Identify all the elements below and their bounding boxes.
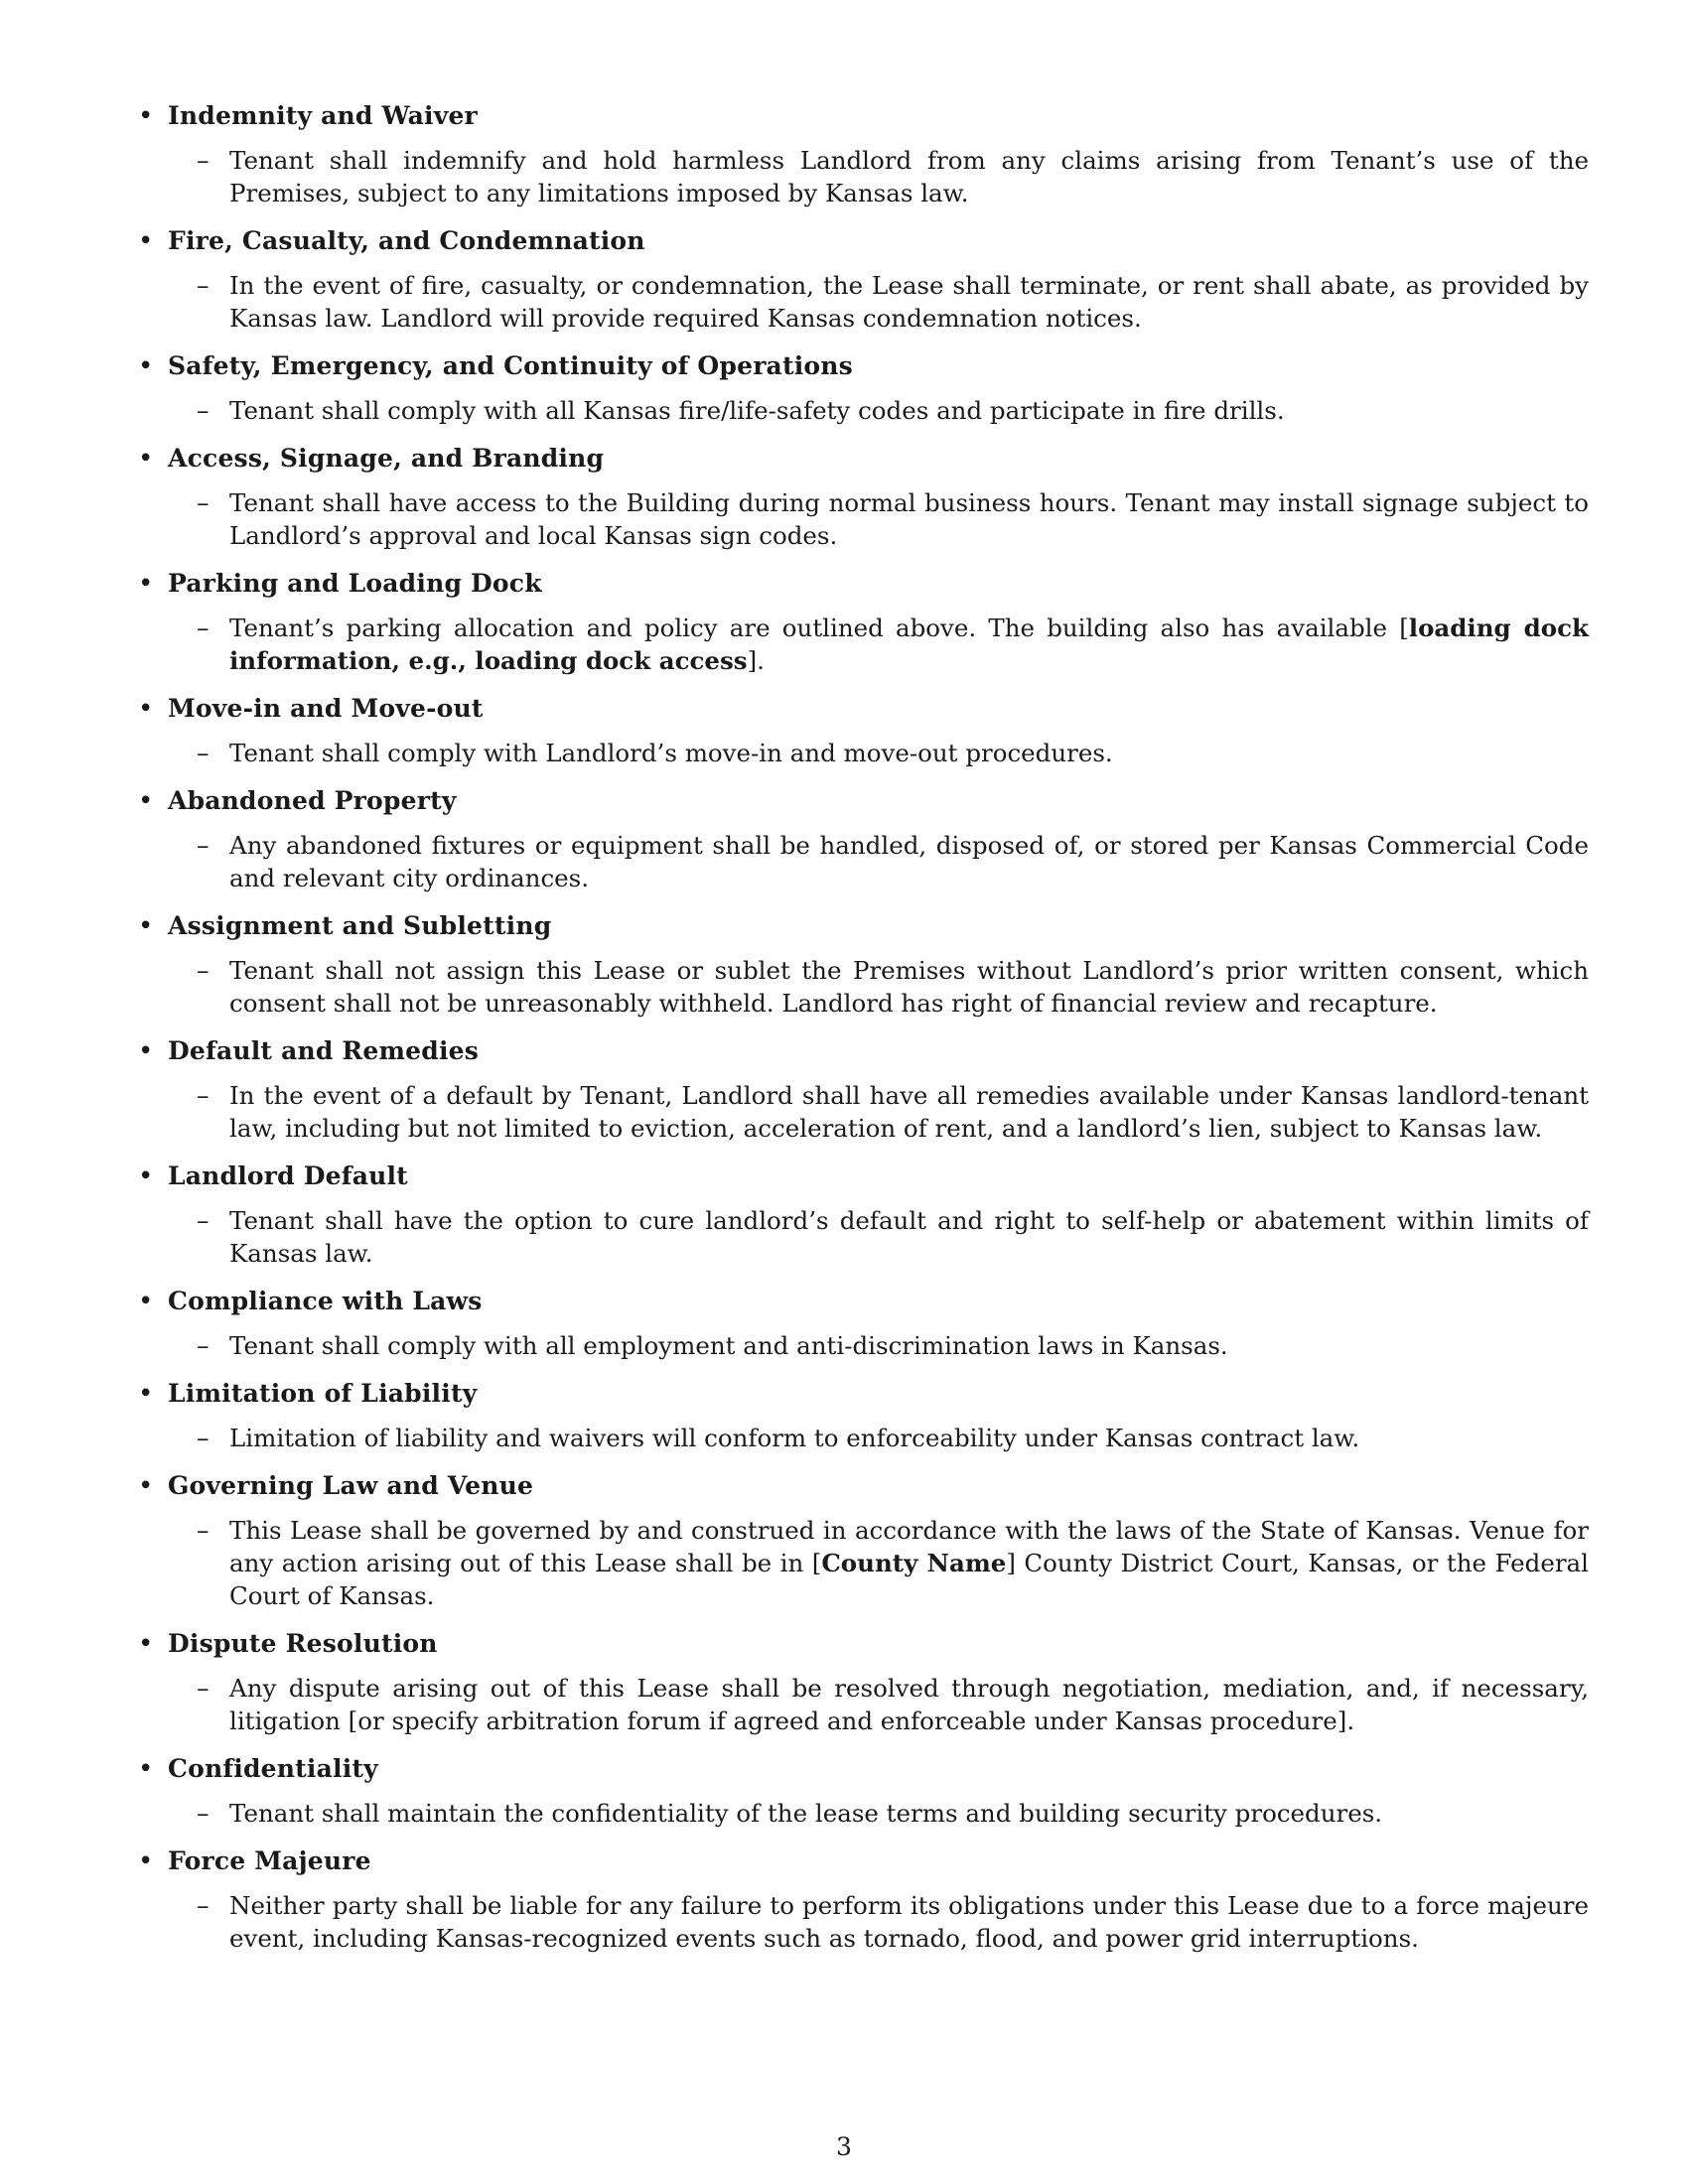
dash-icon: – — [197, 1891, 210, 1920]
section-parking-loading-dock — [134, 565, 1589, 677]
section-confidentiality — [134, 1750, 1589, 1830]
section-subitem — [168, 1514, 1589, 1612]
section-heading: Governing Law and Venue — [168, 1471, 534, 1500]
dash-icon: – — [197, 739, 210, 767]
section-compliance-with-laws — [134, 1283, 1589, 1362]
section-heading: Dispute Resolution — [168, 1629, 438, 1658]
section-heading: Landlord Default — [168, 1161, 408, 1190]
section-body-text-end: ] County District Court, Kansas, or the Federal Court of Kansas. — [229, 1549, 1589, 1610]
section-subitem — [168, 612, 1589, 677]
dash-icon: – — [197, 1424, 210, 1452]
bullet-icon: • — [138, 694, 154, 724]
bullet-icon: • — [138, 786, 154, 816]
section-heading: Move-in and Move-out — [168, 694, 484, 723]
bullet-icon: • — [138, 1471, 154, 1501]
placeholder-county-name: County Name — [821, 1549, 1007, 1577]
section-subitem — [168, 394, 1589, 427]
section-body-text-end: ]. — [747, 646, 765, 675]
section-body-text: Tenant’s parking allocation and policy are outlined above. The building also has available [ — [229, 614, 1409, 642]
dash-icon: – — [197, 614, 210, 642]
dash-icon: – — [197, 1674, 210, 1703]
section-heading: Limitation of Liability — [168, 1379, 478, 1408]
section-body: Tenant shall comply with all employment and anti-discrimination laws in Kansas. — [229, 1331, 1228, 1360]
dash-icon: – — [197, 1206, 210, 1235]
bullet-icon: • — [138, 351, 154, 381]
bullet-icon: • — [138, 1629, 154, 1659]
section-heading: Indemnity and Waiver — [168, 101, 478, 130]
section-body: Tenant shall have access to the Building during normal business hours. Tenant may install signage subject to Landlord’s approval and local Kansas sign codes. — [229, 488, 1589, 550]
dash-icon: – — [197, 488, 210, 517]
section-force-majeure — [134, 1843, 1589, 1955]
section-subitem — [168, 829, 1589, 894]
bullet-icon: • — [138, 911, 154, 941]
section-subitem — [168, 269, 1589, 335]
section-subitem — [168, 1422, 1589, 1454]
dash-icon: – — [197, 396, 210, 425]
bullet-icon: • — [138, 1379, 154, 1409]
section-body: Limitation of liability and waivers will conform to enforceability under Kansas contract law. — [229, 1424, 1360, 1452]
section-subitem — [168, 1329, 1589, 1362]
section-subitem — [168, 1672, 1589, 1737]
section-heading: Access, Signage, and Branding — [168, 444, 605, 473]
dash-icon: – — [197, 1516, 210, 1545]
section-body: Tenant shall maintain the confidentiality of the lease terms and building security procedures. — [229, 1799, 1383, 1828]
placeholder-loading-dock: loading dock information, e.g., loading dock access — [229, 614, 1589, 675]
dash-icon: – — [197, 1799, 210, 1828]
section-body: In the event of a default by Tenant, Landlord shall have all remedies available under Kansas landlord-tenant law, including but not limited to eviction, acceleration of rent, and a landlord’s lien, subject to Kansas law. — [229, 1081, 1589, 1143]
dash-icon: – — [197, 1331, 210, 1360]
section-subitem — [168, 1797, 1589, 1830]
bullet-icon: • — [138, 1036, 154, 1066]
section-abandoned-property — [134, 782, 1589, 894]
section-body — [229, 612, 1589, 677]
section-subitem — [168, 954, 1589, 1020]
section-dispute-resolution — [134, 1625, 1589, 1737]
dash-icon: – — [197, 1081, 210, 1110]
section-safety-emergency — [134, 347, 1589, 427]
bullet-icon: • — [138, 1161, 154, 1191]
bullet-icon: • — [138, 1287, 154, 1316]
section-heading: Confidentiality — [168, 1754, 378, 1783]
dash-icon: – — [197, 956, 210, 985]
section-body: Neither party shall be liable for any failure to perform its obligations under this Lease due to a force majeure event, including Kansas-recognized events such as tornado, flood, and power grid interruptions. — [229, 1891, 1589, 1953]
dash-icon: – — [197, 271, 210, 300]
section-indemnity-and-waiver — [134, 97, 1589, 209]
section-subitem — [168, 737, 1589, 769]
bullet-icon: • — [138, 444, 154, 474]
section-governing-law-venue — [134, 1467, 1589, 1612]
bullet-icon: • — [138, 101, 154, 131]
dash-icon: – — [197, 146, 210, 175]
section-heading: Default and Remedies — [168, 1036, 480, 1065]
bullet-icon: • — [138, 226, 154, 256]
section-access-signage-branding — [134, 440, 1589, 552]
section-move-in-move-out — [134, 690, 1589, 769]
section-body: In the event of fire, casualty, or condemnation, the Lease shall terminate, or rent shall abate, as provided by Kansas law. Landlord will provide required Kansas condemnation notices. — [229, 271, 1589, 333]
section-body: Tenant shall indemnify and hold harmless Landlord from any claims arising from Tenant’s use of the Premises, subject to any limitations imposed by Kansas law. — [229, 146, 1589, 207]
section-assignment-subletting — [134, 907, 1589, 1020]
dash-icon: – — [197, 831, 210, 860]
section-default-remedies — [134, 1032, 1589, 1145]
section-subitem — [168, 486, 1589, 552]
section-heading: Parking and Loading Dock — [168, 569, 542, 598]
section-body: Tenant shall comply with all Kansas fire/life-safety codes and participate in fire drills. — [229, 396, 1285, 425]
bullet-icon: • — [138, 1846, 154, 1876]
section-heading: Force Majeure — [168, 1846, 371, 1875]
section-heading: Safety, Emergency, and Continuity of Operations — [168, 351, 853, 380]
lease-section-list — [134, 97, 1589, 1968]
section-body-text: This Lease shall be governed by and construed in accordance with the laws of the State of Kansas. Venue for any action arising out of this Lease shall be in [ — [229, 1516, 1589, 1577]
section-heading: Fire, Casualty, and Condemnation — [168, 226, 645, 255]
section-subitem — [168, 144, 1589, 209]
section-heading: Abandoned Property — [168, 786, 457, 815]
section-subitem — [168, 1204, 1589, 1270]
section-fire-casualty-condemnation — [134, 222, 1589, 335]
bullet-icon: • — [138, 569, 154, 599]
page-number: 3 — [836, 2132, 852, 2161]
section-body — [229, 1514, 1589, 1612]
section-body: Any dispute arising out of this Lease shall be resolved through negotiation, mediation, and, if necessary, litigation [or specify arbitration forum if agreed and enforceable under Kansas procedure]. — [229, 1674, 1589, 1735]
section-body: Any abandoned fixtures or equipment shall be handled, disposed of, or stored per Kansas Commercial Code and relevant city ordinances. — [229, 831, 1589, 892]
section-body: Tenant shall not assign this Lease or sublet the Premises without Landlord’s prior written consent, which consent shall not be unreasonably withheld. Landlord has right of financial review and recapture. — [229, 956, 1589, 1018]
section-body: Tenant shall have the option to cure landlord’s default and right to self-help or abatement within limits of Kansas law. — [229, 1206, 1589, 1268]
section-limitation-of-liability — [134, 1375, 1589, 1454]
section-body: Tenant shall comply with Landlord’s move-in and move-out procedures. — [229, 739, 1113, 767]
bullet-icon: • — [138, 1754, 154, 1784]
section-heading: Compliance with Laws — [168, 1287, 483, 1315]
section-landlord-default — [134, 1158, 1589, 1270]
section-subitem — [168, 1889, 1589, 1955]
section-subitem — [168, 1079, 1589, 1145]
section-heading: Assignment and Subletting — [168, 911, 552, 940]
